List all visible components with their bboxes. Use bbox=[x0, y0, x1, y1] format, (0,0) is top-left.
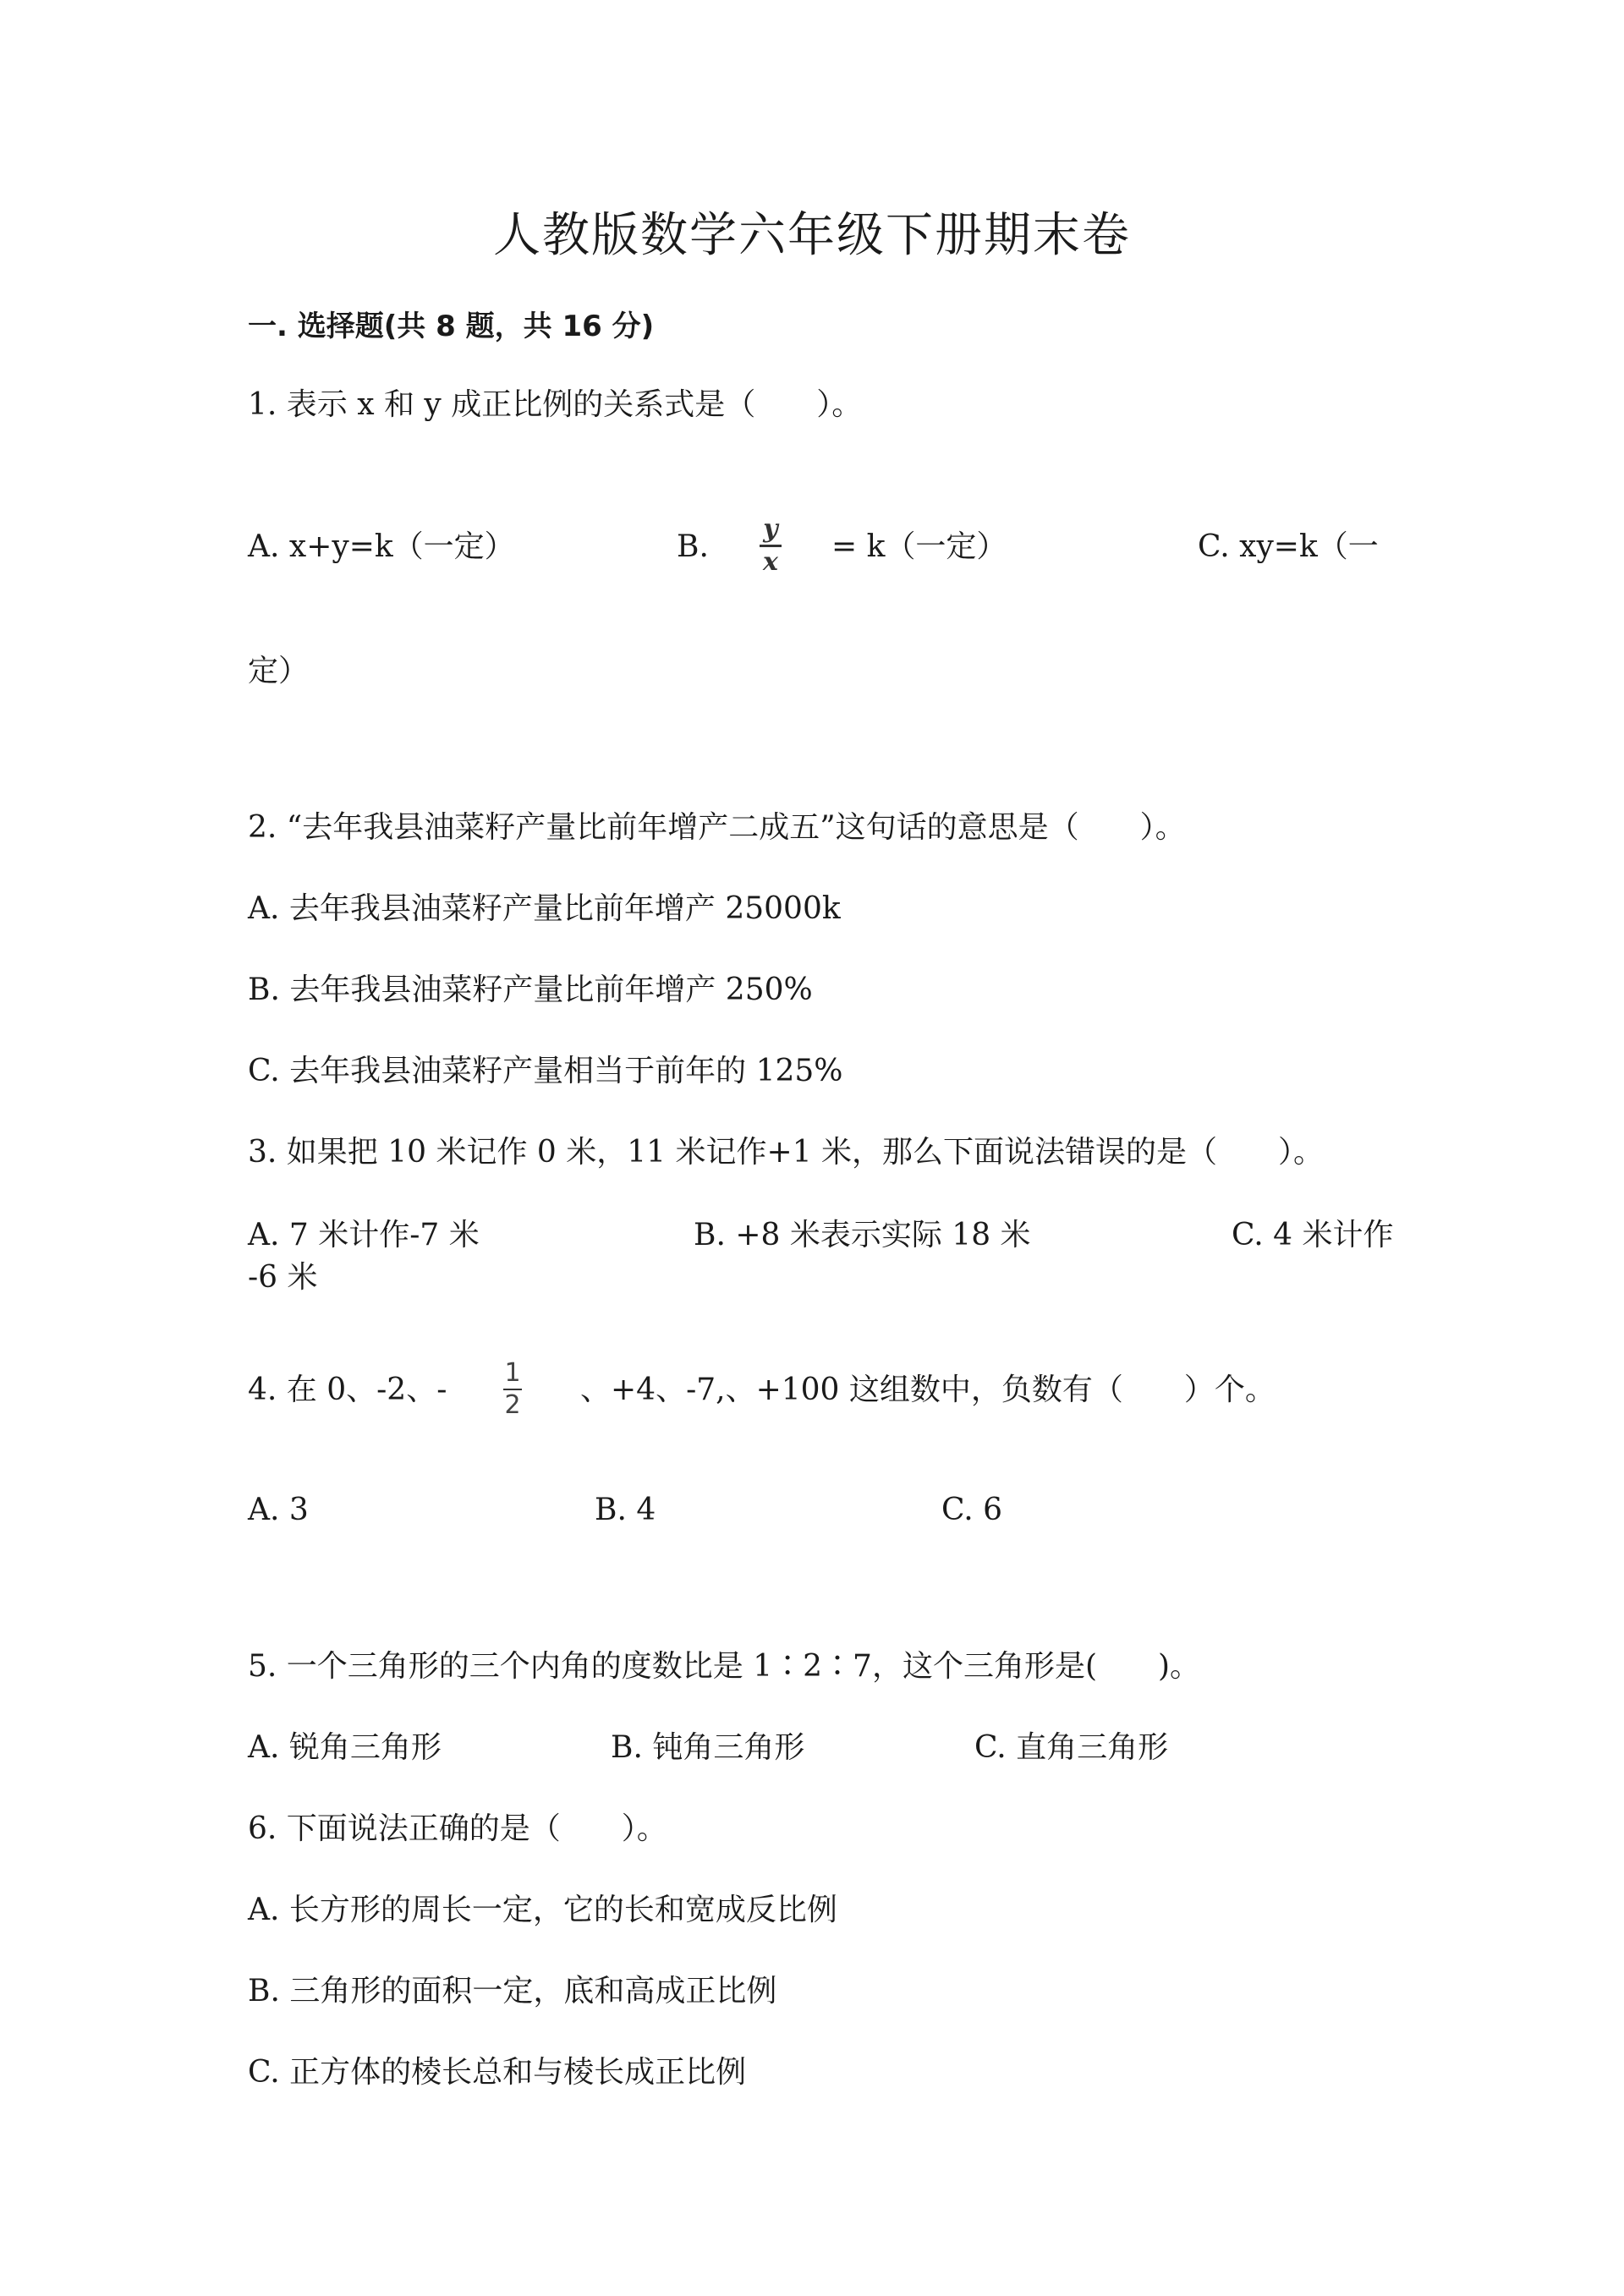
q3-option-c: C. 4 米计作 bbox=[1232, 1218, 1394, 1252]
q1-option-b-prefix: B. bbox=[677, 529, 709, 564]
q4-stem-prefix: 4. 在 0、-2、- bbox=[248, 1373, 447, 1407]
page-title: 人教版数学六年级下册期末卷 bbox=[493, 208, 1131, 263]
q3-stem: 3. 如果把 10 米记作 0 米，11 米记作+1 米，那么下面说法错误的是（ ）。 bbox=[248, 1135, 1325, 1170]
q1-option-b-suffix: = k（一定） bbox=[831, 529, 1007, 564]
q5-stem: 5. 一个三角形的三个内角的度数比是 1∶2∶7，这个三角形是( )。 bbox=[248, 1649, 1201, 1684]
q1-option-c-continued: 定） bbox=[248, 654, 310, 688]
q6-stem: 6. 下面说法正确的是（ ）。 bbox=[248, 1811, 667, 1846]
fraction-denominator: x bbox=[763, 547, 778, 577]
section-heading: 一. 选择题(共 8 题，共 16 分) bbox=[248, 310, 655, 343]
q4-option-c: C. 6 bbox=[941, 1493, 1003, 1527]
q4-stem-suffix: 、+4、-7,、+100 这组数中，负数有（ ）个。 bbox=[580, 1373, 1276, 1407]
q5-option-a: A. 锐角三角形 bbox=[248, 1730, 442, 1765]
q6-option-a: A. 长方形的周长一定，它的长和宽成反比例 bbox=[248, 1893, 837, 1927]
q4-option-b: B. 4 bbox=[595, 1493, 656, 1527]
q3-option-c-continued: -6 米 bbox=[248, 1260, 318, 1295]
q5-option-c: C. 直角三角形 bbox=[974, 1730, 1169, 1765]
q5-option-b: B. 钝角三角形 bbox=[611, 1730, 805, 1765]
q2-stem: 2. “去年我县油菜籽产量比前年增产二成五”这句话的意思是（ ）。 bbox=[248, 810, 1186, 845]
q4-fraction bbox=[503, 1360, 522, 1419]
q4-option-a: A. 3 bbox=[248, 1493, 309, 1527]
fraction-numerator: y bbox=[763, 514, 778, 544]
q6-option-b: B. 三角形的面积一定，底和高成正比例 bbox=[248, 1974, 777, 2008]
q1-stem: 1. 表示 x 和 y 成正比例的关系式是（ ）。 bbox=[248, 387, 863, 422]
q2-option-b: B. 去年我县油菜籽产量比前年增产 250% bbox=[248, 973, 813, 1007]
fraction-denominator: 2 bbox=[504, 1390, 521, 1420]
q1-option-a: A. x+y=k（一定） bbox=[248, 529, 515, 564]
q1-option-c: C. xy=k（一 bbox=[1198, 529, 1379, 564]
q2-option-a: A. 去年我县油菜籽产量比前年增产 25000k bbox=[248, 891, 841, 926]
fraction-numerator: 1 bbox=[504, 1358, 521, 1388]
q6-option-c: C. 正方体的棱长总和与棱长成正比例 bbox=[248, 2055, 747, 2090]
q2-option-c: C. 去年我县油菜籽产量相当于前年的 125% bbox=[248, 1054, 843, 1088]
q3-option-a: A. 7 米计作-7 米 bbox=[248, 1218, 480, 1252]
q3-option-b: B. +8 米表示实际 18 米 bbox=[694, 1218, 1031, 1252]
q1-option-b-fraction bbox=[760, 516, 782, 576]
